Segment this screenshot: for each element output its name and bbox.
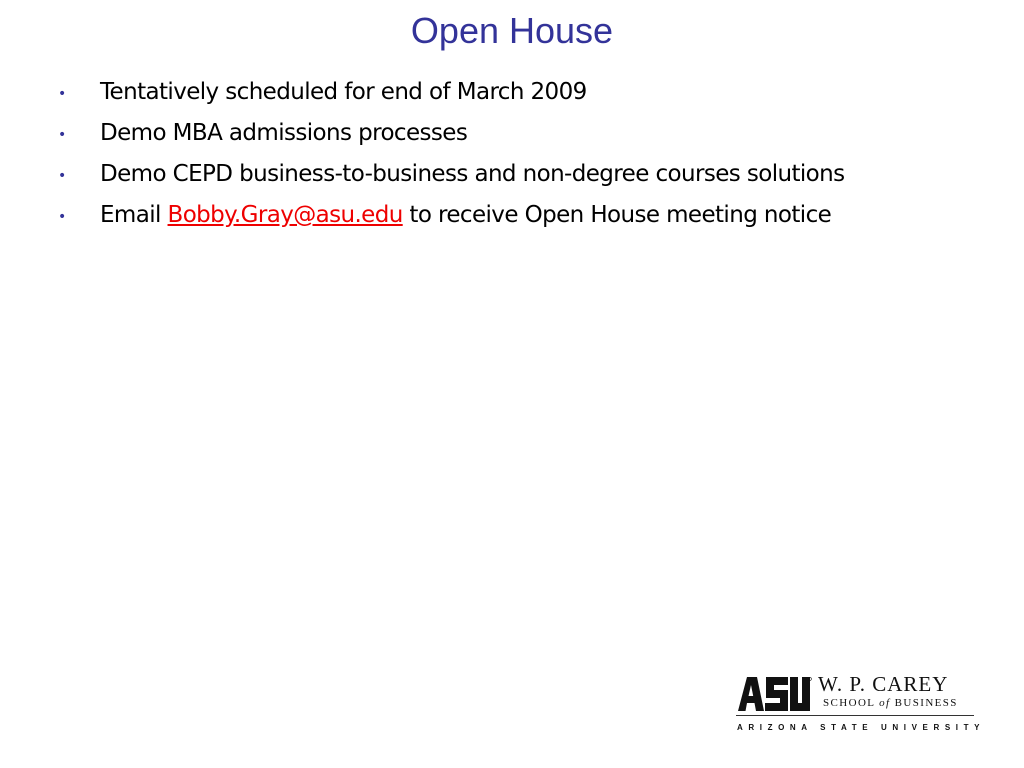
bullet-dot-icon: •: [58, 127, 67, 143]
bullet-item: [58, 198, 998, 239]
logo-name: W. P. CAREY: [818, 672, 949, 696]
bullet-text: Tentatively scheduled for end of March 2009: [100, 79, 587, 105]
email-prefix: Email: [100, 202, 168, 228]
logo-school-line: [823, 697, 958, 709]
bullet-dot-icon: •: [58, 86, 67, 102]
logo-school-of: of: [879, 697, 891, 709]
logo-school-post: BUSINESS: [890, 697, 958, 709]
bullet-item: [58, 116, 998, 157]
bullet-list: [58, 75, 998, 239]
bullet-text: Demo MBA admissions processes: [100, 120, 468, 146]
logo-divider: [736, 715, 974, 716]
wp-carey-logo: [736, 672, 986, 736]
logo-school-pre: SCHOOL: [823, 697, 880, 709]
asu-logo-icon: [738, 677, 812, 711]
bullet-item: [58, 75, 998, 116]
bullet-item: [58, 157, 998, 198]
bullet-text: [100, 198, 831, 232]
slide-title: Open House: [410, 10, 614, 51]
email-link[interactable]: Bobby.Gray@asu.edu: [167, 202, 403, 228]
logo-university: ARIZONA STATE UNIVERSITY: [737, 723, 986, 732]
bullet-dot-icon: •: [58, 209, 67, 225]
bullet-text: Demo CEPD business-to-business and non-degree courses solutions: [100, 161, 845, 187]
email-suffix: to receive Open House meeting notice: [402, 202, 832, 228]
bullet-dot-icon: •: [58, 168, 67, 184]
